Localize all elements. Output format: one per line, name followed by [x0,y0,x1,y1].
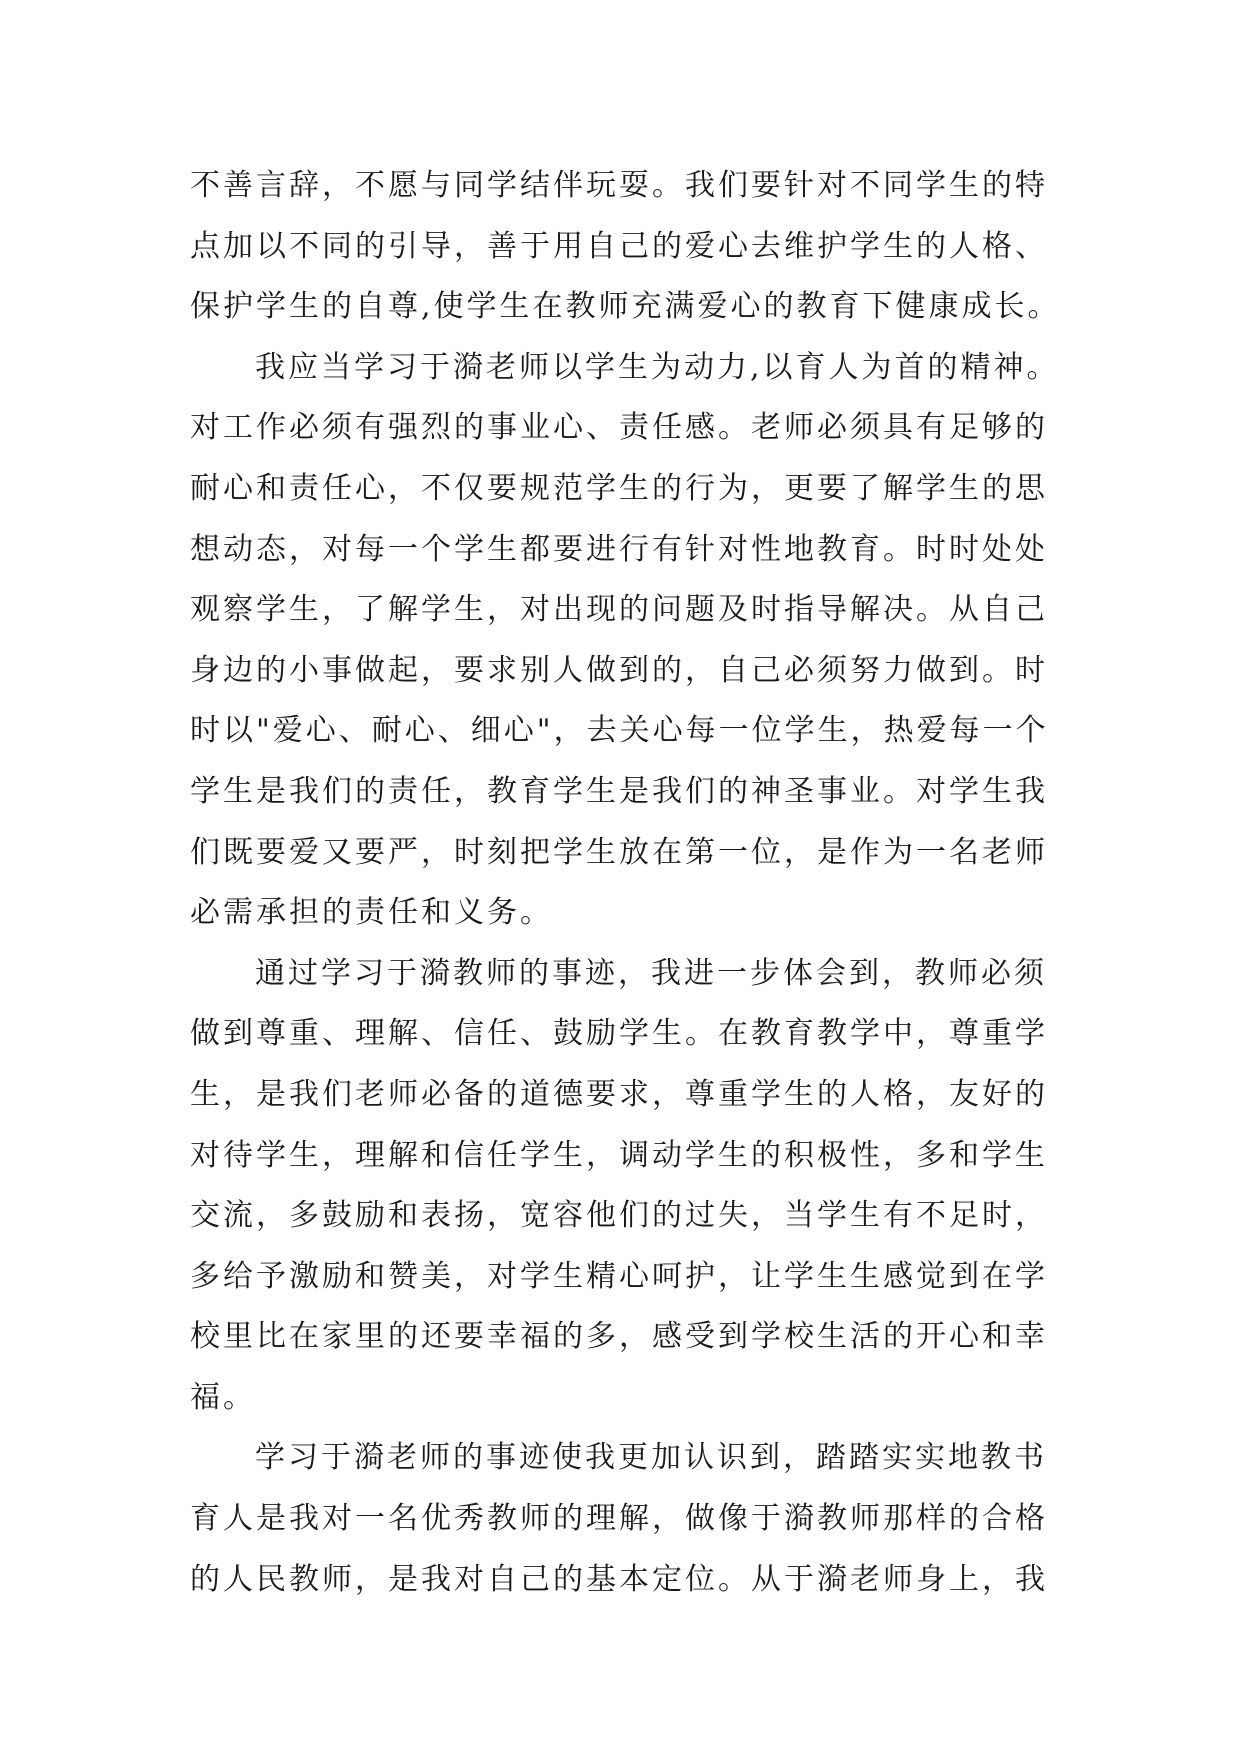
text-line: 生，是我们老师必备的道德要求，尊重学生的人格，友好的 [190,1076,1048,1112]
text-line: 育人是我对一名优秀教师的理解，做像于漪教师那样的合格 [190,1501,1048,1537]
paragraph-start-line: 学习于漪老师的事迹使我更加认识到，踏踏实实地教书 [255,1440,1047,1476]
paragraph-start-line: 我应当学习于漪老师以学生为动力,以育人为首的精神。 [255,349,1060,385]
text-line: 校里比在家里的还要幸福的多，感受到学校生活的开心和幸 [190,1319,1048,1355]
text-line: 学生是我们的责任，教育学生是我们的神圣事业。对学生我 [190,773,1048,809]
text-line: 时以"爱心、耐心、细心"，去关心每一位学生，热爱每一个 [190,713,1049,749]
text-line: 想动态，对每一个学生都要进行有针对性地教育。时时处处 [190,531,1048,567]
text-line: 多给予激励和赞美，对学生精心呵护，让学生生感觉到在学 [190,1258,1048,1294]
text-line: 对待学生，理解和信任学生，调动学生的积极性，多和学生 [190,1137,1048,1173]
text-line: 身边的小事做起，要求别人做到的，自己必须努力做到。时 [190,652,1048,688]
text-line: 交流，多鼓励和表扬，宽容他们的过失，当学生有不足时， [190,1198,1048,1234]
body-text [190,156,1090,1610]
text-line: 不善言辞，不愿与同学结伴玩耍。我们要针对不同学生的特 [190,168,1048,203]
text-line: 保护学生的自尊,使学生在教师充满爱心的教育下健康成长。 [190,289,1061,325]
text-line: 必需承担的责任和义务。 [190,895,553,931]
text-line: 点加以不同的引导，善于用自己的爱心去维护学生的人格、 [190,228,1048,264]
text-line: 做到尊重、理解、信任、鼓励学生。在教育教学中，尊重学 [190,1016,1048,1052]
paragraph-start-line: 通过学习于漪教师的事迹，我进一步体会到，教师必须 [255,955,1047,991]
text-line: 对工作必须有强烈的事业心、责任感。老师必须具有足够的 [190,410,1048,446]
text-line: 耐心和责任心，不仅要规范学生的行为，更要了解学生的思 [190,470,1048,506]
text-line: 们既要爱又要严，时刻把学生放在第一位，是作为一名老师 [190,834,1048,870]
text-line: 观察学生，了解学生，对出现的问题及时指导解决。从自己 [190,592,1048,628]
text-line: 福。 [190,1379,256,1415]
text-line: 的人民教师，是我对自己的基本定位。从于漪老师身上，我 [190,1561,1048,1597]
